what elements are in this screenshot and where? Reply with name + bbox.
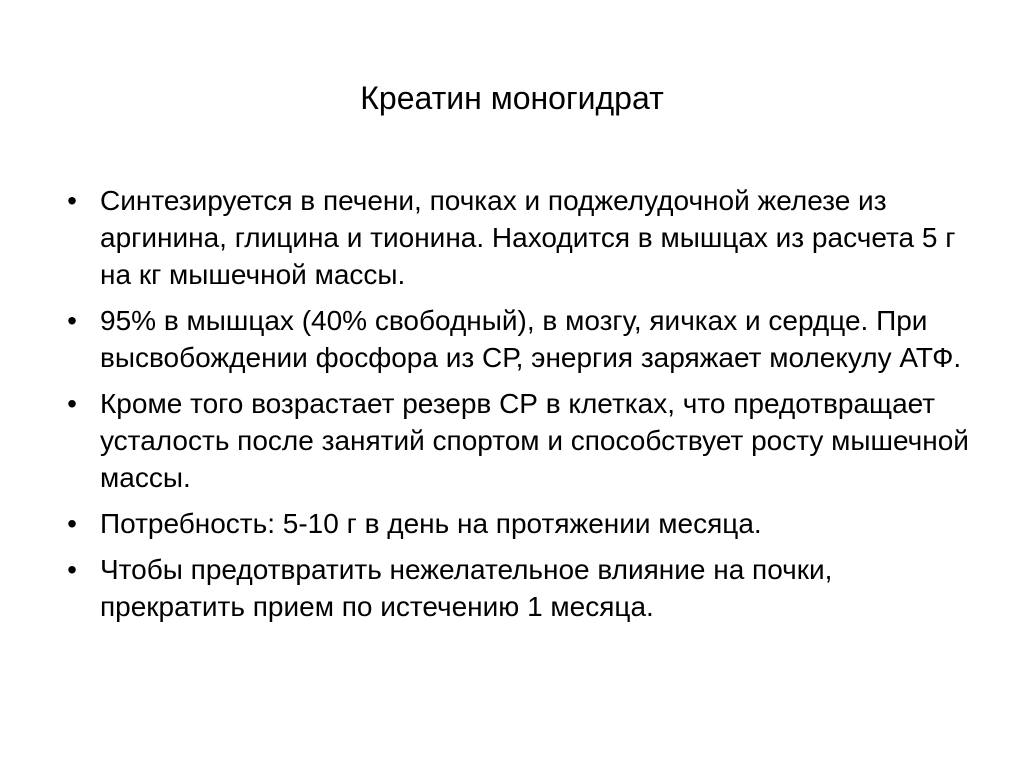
bullet-text: Потребность: 5-10 г в день на протяжении месяца.: [100, 508, 762, 539]
bullet-icon: •: [67, 185, 77, 216]
bullet-text: Кроме того возрастает резерв СР в клетках, что предотвращает усталость после занятий спортом и способствует росту мышечной массы.: [100, 388, 969, 493]
bullet-list: [60, 182, 980, 634]
bullet-item: [60, 505, 980, 542]
bullet-item: [60, 182, 980, 293]
bullet-text: 95% в мышцах (40% свободный), в мозгу, яичках и сердце. При высвобождении фосфора из СР, энергия заряжает молекулу АТФ.: [100, 305, 962, 373]
bullet-icon: •: [67, 388, 77, 419]
bullet-text: Синтезируется в печени, почках и поджелудочной железе из аргинина, глицина и тионина. Находится в мышцах из расчета 5 г на кг мышечной массы.: [100, 185, 956, 290]
bullet-item: [60, 385, 980, 496]
slide-title: Креатин моногидрат: [360, 80, 664, 116]
bullet-item: [60, 551, 980, 625]
bullet-icon: •: [67, 305, 77, 336]
bullet-icon: •: [67, 508, 77, 539]
bullet-icon: •: [67, 554, 77, 585]
bullet-text: Чтобы предотвратить нежелательное влияние на почки, прекратить прием по истечению 1 месяца.: [100, 554, 833, 622]
bullet-item: [60, 302, 980, 376]
